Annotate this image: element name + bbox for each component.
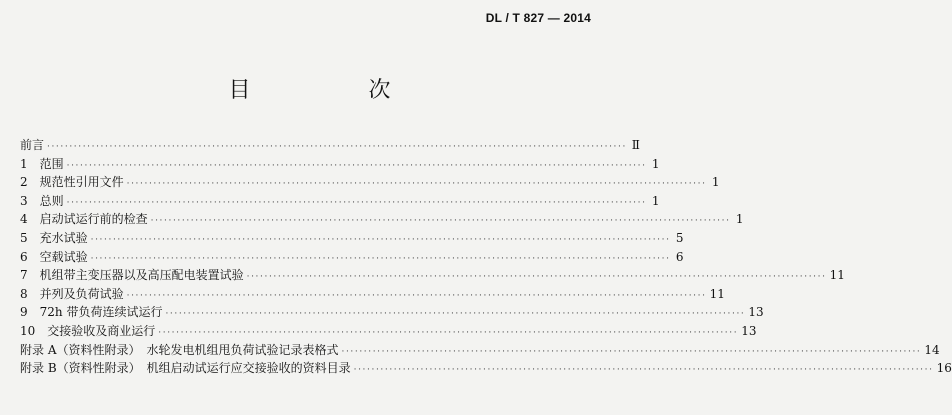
toc-entry-label: 9 72h 带负荷连续试运行: [20, 305, 163, 320]
toc-entry-page: 16: [936, 361, 952, 376]
toc-entry-pre-commissioning-check[interactable]: [20, 210, 744, 229]
toc-entry-normative-references[interactable]: [20, 173, 720, 192]
toc-entry-page: 11: [829, 268, 845, 283]
dot-leader: ··································································································································: [90, 253, 671, 264]
toc-entry-label: 7 机组带主变压器以及高压配电装置试验: [20, 268, 244, 283]
table-of-contents: [20, 136, 952, 378]
dot-leader: ··································································································································: [158, 327, 739, 338]
toc-entry-page: 1: [651, 193, 660, 208]
toc-entry-handover-acceptance[interactable]: [20, 322, 757, 341]
toc-entry-foreword[interactable]: [20, 136, 640, 155]
toc-entry-label: 2 规范性引用文件: [20, 175, 124, 190]
dot-leader: ··································································································································: [246, 272, 827, 283]
toc-entry-page: 13: [741, 323, 757, 338]
toc-entry-label: 3 总则: [20, 193, 64, 208]
toc-entry-label: 10 交接验收及商业运行: [20, 323, 156, 338]
toc-entry-page: 1: [711, 175, 720, 190]
toc-entry-no-load-test[interactable]: [20, 248, 684, 267]
toc-entry-page: 6: [675, 249, 684, 264]
toc-entry-label: 4 启动试运行前的检查: [20, 212, 148, 227]
toc-entry-scope[interactable]: [20, 155, 660, 174]
toc-entry-page: 11: [709, 286, 725, 301]
toc-entry-label: 附录 A（资料性附录） 水轮发电机组甩负荷试验记录表格式: [20, 342, 339, 357]
toc-entry-label: 前言: [20, 138, 45, 152]
dot-leader: ··································································································································: [66, 197, 647, 208]
toc-entry-label: 附录 B（资料性附录） 机组启动试运行应交接验收的资料目录: [20, 361, 351, 376]
dot-leader: ··································································································································: [126, 290, 707, 301]
toc-entry-72h-trial-run[interactable]: [20, 303, 764, 322]
toc-entry-page: 13: [748, 305, 764, 320]
toc-entry-parallel-load-test[interactable]: [20, 285, 725, 304]
toc-entry-page: 5: [675, 230, 684, 245]
dot-leader: ··································································································································: [353, 365, 934, 376]
dot-leader: ··································································································································: [150, 216, 731, 227]
toc-entry-page: 1: [651, 156, 660, 171]
toc-entry-appendix-b[interactable]: [20, 359, 952, 378]
toc-entry-transformer-test[interactable]: [20, 266, 845, 285]
toc-entry-page: 14: [924, 342, 940, 357]
toc-entry-general[interactable]: [20, 192, 660, 211]
page-title: 目 次: [228, 78, 439, 103]
dot-leader: ··································································································································: [66, 160, 647, 171]
toc-entry-label: 1 范围: [20, 156, 64, 171]
toc-entry-label: 6 空载试验: [20, 249, 88, 264]
toc-entry-label: 8 并列及负荷试验: [20, 286, 124, 301]
toc-entry-label: 5 充水试验: [20, 230, 88, 245]
toc-entry-water-filling-test[interactable]: [20, 229, 684, 248]
standard-code: DL / T 827 — 2014: [485, 11, 591, 25]
dot-leader: ··································································································································: [165, 309, 746, 320]
dot-leader: ··································································································································: [126, 179, 707, 190]
dot-leader: ··································································································································: [90, 234, 671, 245]
dot-leader: ··································································································································: [341, 346, 922, 357]
toc-entry-appendix-a[interactable]: [20, 341, 940, 360]
toc-entry-page: Ⅱ: [631, 138, 640, 152]
toc-entry-page: 1: [735, 212, 744, 227]
dot-leader: ··································································································································: [47, 142, 627, 152]
